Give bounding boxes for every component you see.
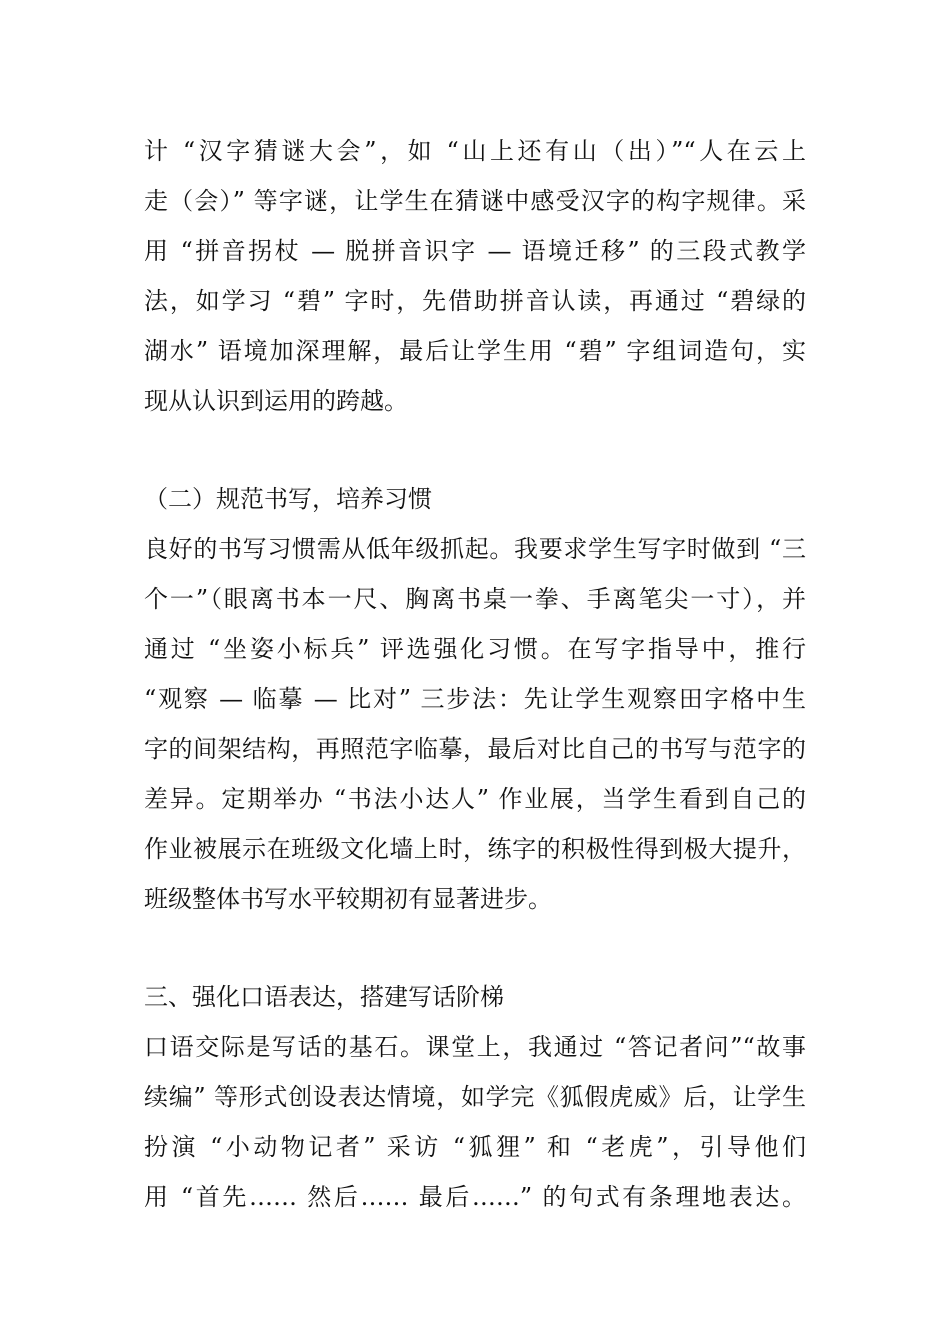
- text-line: 个一”（眼离书本一尺、胸离书桌一拳、手离笔尖一寸），并: [144, 585, 806, 613]
- text-line: “观察 — 临摹 — 比对” 三步法：先让学生观察田字格中生: [144, 685, 806, 713]
- text-line: 作业被展示在班级文化墙上时，练字的积极性得到极大提升，: [144, 835, 806, 863]
- text-line: 计 “汉字猜谜大会”，如 “山上还有山（出）”“人在云上: [144, 137, 806, 165]
- text-line: 扮演 “小动物记者” 采访 “狐狸” 和 “老虎”，引导他们: [144, 1133, 806, 1161]
- text-line: 差异。定期举办 “书法小达人” 作业展，当学生看到自己的: [144, 785, 806, 813]
- section-heading-writing: [144, 474, 806, 524]
- section-heading: 三、强化口语表达，搭建写话阶梯: [144, 983, 504, 1011]
- paragraph-hanzi-riddles: [144, 126, 806, 426]
- text-line: 字的间架结构，再照范字临摹，最后对比自己的书写与范字的: [144, 735, 806, 763]
- text-line: 走（会）” 等字谜，让学生在猜谜中感受汉字的构字规律。采: [144, 187, 806, 215]
- text-line: 良好的书写习惯需从低年级抓起。我要求学生写字时做到 “三: [144, 535, 806, 563]
- paragraph-oral-expression: [144, 1022, 806, 1222]
- text-line: 通过 “坐姿小标兵” 评选强化习惯。在写字指导中，推行: [144, 635, 806, 663]
- text-line: 湖水” 语境加深理解，最后让学生用 “碧” 字组词造句，实: [144, 337, 806, 365]
- text-line: 用 “拼音拐杖 — 脱拼音识字 — 语境迁移” 的三段式教学: [144, 237, 806, 265]
- section-heading: （二）规范书写，培养习惯: [144, 485, 432, 513]
- text-line: 法，如学习 “碧” 字时，先借助拼音认读，再通过 “碧绿的: [144, 287, 806, 315]
- text-line: 班级整体书写水平较期初有显著进步。: [144, 885, 552, 913]
- text-line: 口语交际是写话的基石。课堂上，我通过 “答记者问”“故事: [144, 1033, 806, 1061]
- text-line: 现从认识到运用的跨越。: [144, 387, 408, 415]
- paragraph-writing-habits: [144, 524, 806, 924]
- section-heading-oral: [144, 972, 806, 1022]
- text-line: 用 “首先…… 然后…… 最后……” 的句式有条理地表达。: [144, 1183, 806, 1211]
- text-line: 续编” 等形式创设表达情境，如学完《狐假虎威》后，让学生: [144, 1083, 806, 1111]
